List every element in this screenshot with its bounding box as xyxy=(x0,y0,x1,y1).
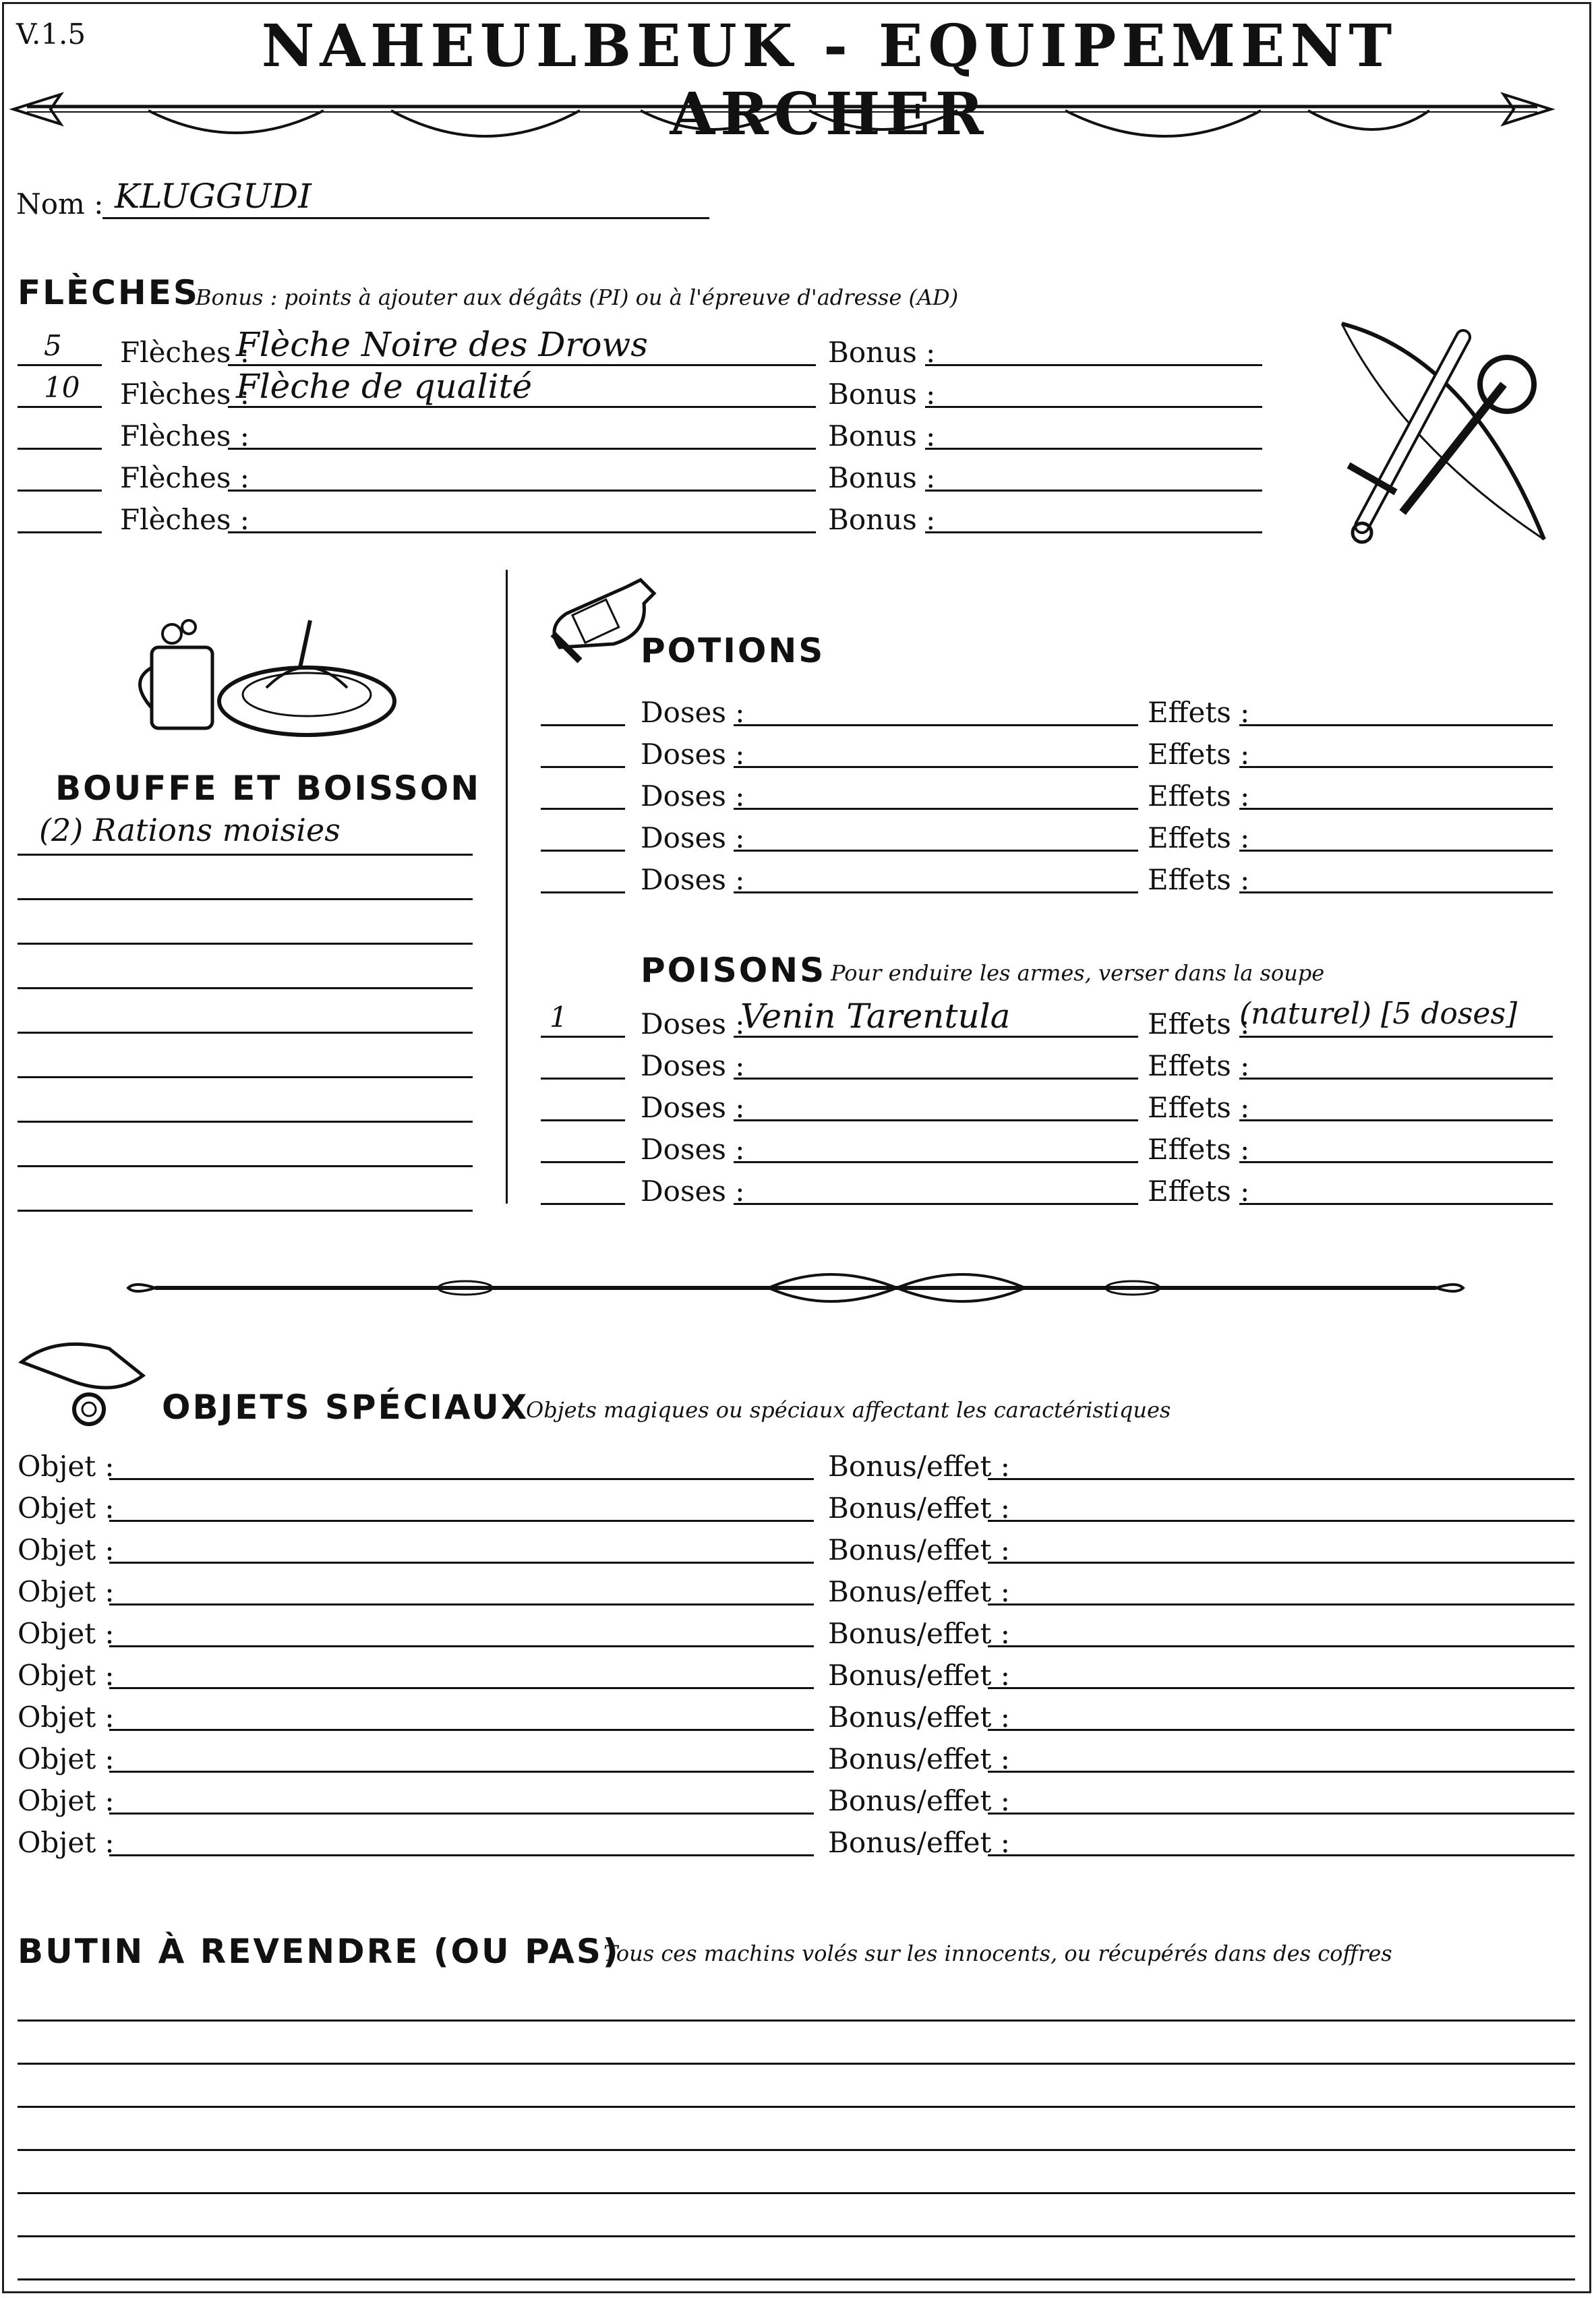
special-hint: Objets magiques ou spéciaux affectant les caractéristiques xyxy=(526,1397,1171,1423)
special-object-field[interactable] xyxy=(109,1813,814,1815)
potions-doses-label: Doses : xyxy=(641,696,745,729)
food-line-field[interactable] xyxy=(18,1076,473,1078)
poisons-effects-field[interactable] xyxy=(1239,1078,1553,1080)
arrow-name-field[interactable] xyxy=(228,448,816,450)
crossed-weapons-icon xyxy=(1322,310,1564,553)
special-object-label: Objet : xyxy=(18,1784,115,1817)
arrow-bonus-label: Bonus : xyxy=(828,461,936,494)
poisons-effects-label: Effets : xyxy=(1148,1091,1250,1124)
poisons-effects-field[interactable] xyxy=(1239,1161,1553,1163)
special-object-label: Objet : xyxy=(18,1826,115,1859)
special-effect-field[interactable] xyxy=(988,1854,1574,1856)
arrow-qty-value[interactable]: 5 xyxy=(44,329,62,362)
poisons-qty-field[interactable] xyxy=(541,1078,625,1080)
poisons-qty-field[interactable] xyxy=(541,1161,625,1163)
poisons-doses-field[interactable] xyxy=(734,1036,1138,1038)
poisons-effects-label: Effets : xyxy=(1148,1175,1250,1208)
food-line-field[interactable] xyxy=(18,987,473,989)
food-line-field[interactable] xyxy=(18,1210,473,1212)
arrow-row-label: Flèches : xyxy=(120,419,249,452)
special-object-label: Objet : xyxy=(18,1492,115,1525)
name-field[interactable] xyxy=(102,217,709,219)
poisons-qty-field[interactable] xyxy=(541,1036,625,1038)
potions-title: POTIONS xyxy=(641,631,825,670)
potions-doses-label: Doses : xyxy=(641,779,745,813)
food-line-field[interactable] xyxy=(18,1165,473,1167)
special-effect-field[interactable] xyxy=(988,1771,1574,1773)
potions-qty-field[interactable] xyxy=(541,850,625,852)
name-value[interactable]: KLUGGUDI xyxy=(115,177,312,216)
special-effect-field[interactable] xyxy=(988,1729,1574,1731)
potions-doses-field[interactable] xyxy=(734,891,1138,893)
food-line-field[interactable] xyxy=(18,1032,473,1034)
potions-effects-label: Effets : xyxy=(1148,738,1250,771)
special-effect-field[interactable] xyxy=(988,1603,1574,1605)
arrow-name-field[interactable] xyxy=(228,531,816,533)
arrow-name-value[interactable]: Flèche de qualité xyxy=(236,367,533,406)
special-object-field[interactable] xyxy=(109,1520,814,1522)
poisons-doses-label: Doses : xyxy=(641,1091,745,1124)
special-effect-field[interactable] xyxy=(988,1813,1574,1815)
poisons-effects-field[interactable] xyxy=(1239,1036,1553,1038)
special-effect-label: Bonus/effet : xyxy=(828,1659,1010,1692)
special-effect-label: Bonus/effet : xyxy=(828,1617,1010,1650)
loot-line-field[interactable] xyxy=(18,2235,1575,2237)
staff-divider-icon xyxy=(128,1261,1463,1315)
arrow-bonus-field[interactable] xyxy=(925,531,1262,533)
loot-line-field[interactable] xyxy=(18,2149,1575,2151)
special-object-label: Objet : xyxy=(18,1659,115,1692)
special-object-label: Objet : xyxy=(18,1617,115,1650)
special-effect-label: Bonus/effet : xyxy=(828,1742,1010,1775)
food-line-value[interactable]: (2) Rations moisies xyxy=(39,812,341,848)
loot-line-field[interactable] xyxy=(18,2106,1575,2108)
arrow-bonus-field[interactable] xyxy=(925,490,1262,492)
potions-effects-field[interactable] xyxy=(1239,766,1553,768)
potions-effects-label: Effets : xyxy=(1148,863,1250,896)
arrow-name-value[interactable]: Flèche Noire des Drows xyxy=(236,325,648,364)
food-mug-icon xyxy=(138,607,394,742)
loot-line-field[interactable] xyxy=(18,2192,1575,2194)
special-effect-label: Bonus/effet : xyxy=(828,1492,1010,1525)
poisons-doses-label: Doses : xyxy=(641,1049,745,1082)
poisons-title: POISONS xyxy=(641,951,827,990)
potions-doses-label: Doses : xyxy=(641,863,745,896)
arrow-qty-field[interactable] xyxy=(18,364,102,366)
food-line-field[interactable] xyxy=(18,943,473,945)
poisons-hint: Pour enduire les armes, verser dans la soupe xyxy=(831,960,1325,986)
potions-doses-label: Doses : xyxy=(641,821,745,854)
arrow-qty-field[interactable] xyxy=(18,531,102,533)
potions-effects-label: Effets : xyxy=(1148,821,1250,854)
special-effect-field[interactable] xyxy=(988,1478,1574,1480)
arrow-bonus-field[interactable] xyxy=(925,406,1262,408)
version-label: V.1.5 xyxy=(16,18,86,51)
arrow-qty-value[interactable]: 10 xyxy=(44,371,80,404)
potions-effects-label: Effets : xyxy=(1148,696,1250,729)
potions-effects-field[interactable] xyxy=(1239,808,1553,810)
potions-effects-field[interactable] xyxy=(1239,891,1553,893)
special-effect-label: Bonus/effet : xyxy=(828,1826,1010,1859)
arrow-bonus-label: Bonus : xyxy=(828,336,936,369)
potions-qty-field[interactable] xyxy=(541,724,625,726)
column-divider xyxy=(506,570,508,1204)
poisons-qty-field[interactable] xyxy=(541,1119,625,1121)
arrow-bonus-field[interactable] xyxy=(925,448,1262,450)
loot-title: BUTIN À REVENDRE (OU PAS) xyxy=(18,1932,620,1971)
poisons-doses-field[interactable] xyxy=(734,1078,1138,1080)
potions-qty-field[interactable] xyxy=(541,766,625,768)
special-effect-field[interactable] xyxy=(988,1520,1574,1522)
potions-effects-field[interactable] xyxy=(1239,724,1553,726)
poisons-effects-field[interactable] xyxy=(1239,1203,1553,1205)
poisons-doses-field[interactable] xyxy=(734,1161,1138,1163)
poisons-doses-field[interactable] xyxy=(734,1203,1138,1205)
arrow-bonus-label: Bonus : xyxy=(828,378,936,411)
scroll-ring-icon xyxy=(15,1335,156,1430)
arrows-hint: Bonus : points à ajouter aux dégâts (PI) ou à l'épreuve d'adresse (AD) xyxy=(196,285,959,310)
food-line-field[interactable] xyxy=(18,898,473,900)
loot-line-field[interactable] xyxy=(18,2020,1575,2022)
potions-doses-field[interactable] xyxy=(734,724,1138,726)
arrow-name-field[interactable] xyxy=(228,406,816,408)
arrow-row-label: Flèches : xyxy=(120,378,249,411)
food-line-field[interactable] xyxy=(18,1121,473,1123)
potions-qty-field[interactable] xyxy=(541,891,625,893)
special-object-field[interactable] xyxy=(109,1562,814,1564)
special-object-label: Objet : xyxy=(18,1450,115,1483)
poisons-doses-field[interactable] xyxy=(734,1119,1138,1121)
arrow-qty-field[interactable] xyxy=(18,490,102,492)
arrow-name-field[interactable] xyxy=(228,490,816,492)
food-line-field[interactable] xyxy=(18,854,473,856)
page-title: NAHEULBEUK - EQUIPEMENT ARCHER xyxy=(261,12,1398,148)
poisons-qty-value[interactable]: 1 xyxy=(550,1001,568,1034)
special-object-label: Objet : xyxy=(18,1533,115,1566)
special-object-field[interactable] xyxy=(109,1603,814,1605)
poisons-effects-label: Effets : xyxy=(1148,1007,1250,1040)
arrow-qty-field[interactable] xyxy=(18,406,102,408)
special-object-field[interactable] xyxy=(109,1729,814,1731)
special-effect-field[interactable] xyxy=(988,1562,1574,1564)
loot-line-field[interactable] xyxy=(18,2063,1575,2065)
special-object-label: Objet : xyxy=(18,1742,115,1775)
arrow-bonus-label: Bonus : xyxy=(828,419,936,452)
potions-effects-field[interactable] xyxy=(1239,850,1553,852)
arrow-qty-field[interactable] xyxy=(18,448,102,450)
potions-doses-field[interactable] xyxy=(734,766,1138,768)
poisons-doses-label: Doses : xyxy=(641,1133,745,1166)
arrow-divider-icon xyxy=(13,81,1551,148)
special-effect-field[interactable] xyxy=(988,1687,1574,1689)
special-object-field[interactable] xyxy=(109,1687,814,1689)
potions-doses-label: Doses : xyxy=(641,738,745,771)
potions-qty-field[interactable] xyxy=(541,808,625,810)
name-label: Nom : xyxy=(16,187,104,220)
special-effect-label: Bonus/effet : xyxy=(828,1533,1010,1566)
loot-line-field[interactable] xyxy=(18,2278,1575,2280)
arrow-name-field[interactable] xyxy=(228,364,816,366)
special-object-field[interactable] xyxy=(109,1478,814,1480)
potions-doses-field[interactable] xyxy=(734,850,1138,852)
poisons-effects-value[interactable]: (naturel) [5 doses] xyxy=(1239,997,1518,1031)
arrow-row-label: Flèches : xyxy=(120,336,249,369)
potions-doses-field[interactable] xyxy=(734,808,1138,810)
special-object-field[interactable] xyxy=(109,1771,814,1773)
loot-hint: Tous ces machins volés sur les innocents, ou récupérés dans des coffres xyxy=(603,1941,1392,1966)
poisons-doses-label: Doses : xyxy=(641,1007,745,1040)
arrows-title: FLÈCHES xyxy=(18,273,200,312)
poisons-qty-field[interactable] xyxy=(541,1203,625,1205)
arrow-row-label: Flèches : xyxy=(120,461,249,494)
poisons-effects-field[interactable] xyxy=(1239,1119,1553,1121)
special-object-label: Objet : xyxy=(18,1701,115,1734)
poisons-doses-value[interactable]: Venin Tarentula xyxy=(740,997,1011,1036)
arrow-bonus-field[interactable] xyxy=(925,364,1262,366)
arrow-bonus-label: Bonus : xyxy=(828,503,936,536)
poisons-effects-label: Effets : xyxy=(1148,1133,1250,1166)
poisons-doses-label: Doses : xyxy=(641,1175,745,1208)
special-effect-label: Bonus/effet : xyxy=(828,1575,1010,1608)
special-object-field[interactable] xyxy=(109,1645,814,1647)
potions-effects-label: Effets : xyxy=(1148,779,1250,813)
arrow-row-label: Flèches : xyxy=(120,503,249,536)
special-object-label: Objet : xyxy=(18,1575,115,1608)
special-effect-field[interactable] xyxy=(988,1645,1574,1647)
poisons-effects-label: Effets : xyxy=(1148,1049,1250,1082)
special-effect-label: Bonus/effet : xyxy=(828,1450,1010,1483)
special-effect-label: Bonus/effet : xyxy=(828,1784,1010,1817)
special-object-field[interactable] xyxy=(109,1854,814,1856)
special-effect-label: Bonus/effet : xyxy=(828,1701,1010,1734)
food-title: BOUFFE ET BOISSON xyxy=(55,769,481,808)
special-title: OBJETS SPÉCIAUX xyxy=(162,1388,529,1427)
